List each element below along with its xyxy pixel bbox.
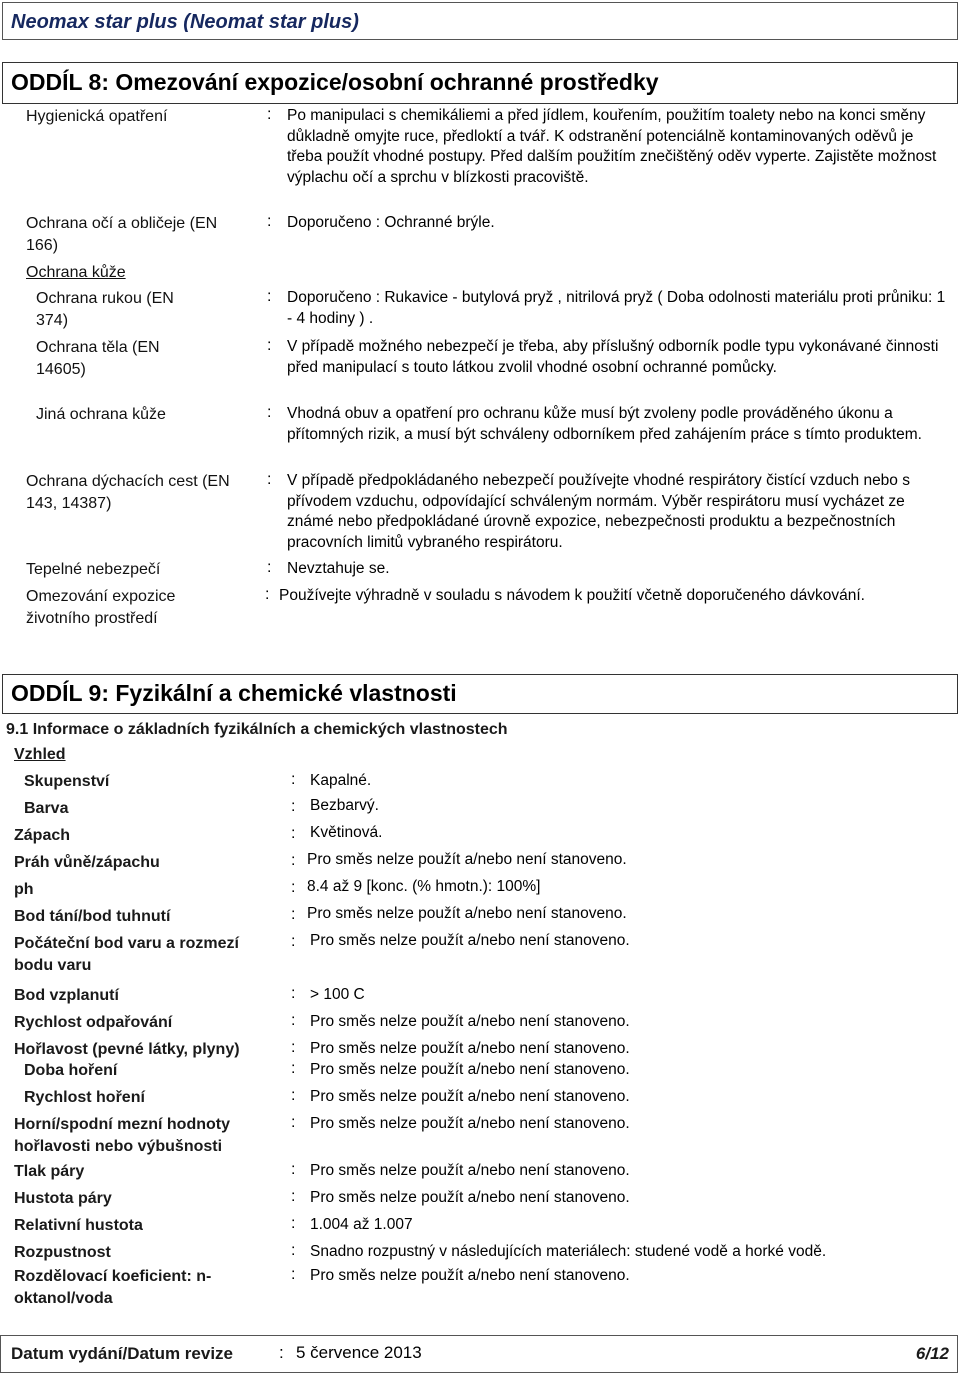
colon: : — [291, 771, 296, 788]
label-flash-point: Bod vzplanutí — [14, 987, 119, 1004]
section-9-header — [2, 674, 958, 714]
label-respiratory-protection: Ochrana dýchacích cest (EN 143, 14387) — [26, 473, 230, 512]
label-explosive-limits: Horní/spodní mezní hodnoty hořlavosti nebo výbušnosti — [14, 1116, 230, 1155]
label-hand-protection: Ochrana rukou (EN 374) — [36, 290, 174, 329]
product-name: Neomax star plus (Neomat star plus) — [11, 11, 359, 33]
value-explosive-limits: Pro směs nelze použít a/nebo není stanoveno. — [310, 1115, 630, 1132]
label-vapor-density: Hustota páry — [14, 1190, 112, 1207]
colon: : — [291, 1087, 296, 1104]
value-color: Bezbarvý. — [310, 797, 379, 814]
label-boiling-point: Počáteční bod varu a rozmezí bodu varu — [14, 935, 239, 974]
colon: : — [291, 825, 296, 842]
label-environmental-exposure: Omezování expozice životního prostředí — [26, 588, 176, 627]
label-evaporation-rate: Rychlost odpařování — [14, 1014, 173, 1031]
colon: : — [267, 106, 272, 123]
subsection-title: 9.1 Informace o základních fyzikálních a chemických vlastnostech — [6, 721, 508, 738]
value-flash-point: > 100 C — [310, 986, 365, 1003]
colon: : — [291, 906, 296, 923]
document-footer — [0, 1335, 958, 1373]
label-odor-threshold: Práh vůně/zápachu — [14, 854, 160, 871]
value-burning-rate: Pro směs nelze použít a/nebo není stanoveno. — [310, 1088, 630, 1105]
colon: : — [291, 1266, 296, 1283]
colon: : — [267, 559, 272, 576]
value-respiratory-protection: V případě předpokládaného nebezpečí používejte vhodné respirátory čistící vzduch nebo s přívodem vzduchu, odpovídající schváleným normám. Výběr respirátoru musí vycházet ze známé nebo předpokládané úrovně expozice, nebezpečnosti produktu a bezpečnostních pracovních limitů vybraného respirátoru. — [287, 472, 910, 551]
value-evaporation-rate: Pro směs nelze použít a/nebo není stanoveno. — [310, 1013, 630, 1030]
value-melting-point: Pro směs nelze použít a/nebo není stanoveno. — [307, 905, 627, 922]
section-8-title: ODDÍL 8: Omezování expozice/osobní ochranné prostředky — [11, 69, 659, 95]
colon: : — [291, 1060, 296, 1077]
colon: : — [291, 1188, 296, 1205]
value-hygiene: Po manipulaci s chemikáliemi a před jídlem, kouřením, použitím toalety nebo na konci směny důkladně omyjte ruce, předloktí a tvář. K odstranění potenciálně kontaminovaných oděvů je třeba použít vhodné postupy. Před dalším použitím znečištěný oděv vyperte. Zajistěte možnost výplachu očí a sprchu v blízkosti pracoviště. — [287, 107, 937, 186]
label-physical-state: Skupenství — [24, 773, 110, 790]
label-eye-protection: Ochrana očí a obličeje (EN 166) — [26, 215, 218, 254]
value-thermal-hazards: Nevztahuje se. — [287, 560, 390, 577]
colon: : — [291, 1215, 296, 1232]
label-relative-density: Relativní hustota — [14, 1217, 143, 1234]
colon: : — [291, 1242, 296, 1259]
value-body-protection: V případě možného nebezpečí je třeba, aby příslušný odborník podle typu vykonávané činnosti před manipulací s touto látkou zvolil vhodné osobní ochranné pomůcky. — [287, 338, 939, 376]
colon: : — [291, 1114, 296, 1131]
label-flammability: Hořlavost (pevné látky, plyny) — [14, 1041, 240, 1058]
footer-date: 5 července 2013 — [296, 1343, 422, 1362]
colon: : — [291, 879, 296, 896]
colon: : — [291, 798, 296, 815]
label-skin-protection: Ochrana kůže — [26, 264, 126, 281]
document-header — [2, 2, 958, 40]
value-vapor-density: Pro směs nelze použít a/nebo není stanoveno. — [310, 1189, 630, 1206]
colon: : — [291, 852, 296, 869]
colon: : — [291, 1161, 296, 1178]
label-burning-rate: Rychlost hoření — [24, 1089, 145, 1106]
label-solubility: Rozpustnost — [14, 1244, 111, 1261]
colon: : — [265, 586, 270, 603]
label-partition-coefficient: Rozdělovací koeficient: n-oktanol/voda — [14, 1268, 212, 1307]
label-thermal-hazards: Tepelné nebezpečí — [26, 561, 161, 578]
label-odor: Zápach — [14, 827, 71, 844]
label-burning-time: Doba hoření — [24, 1062, 118, 1079]
colon: : — [267, 404, 272, 421]
section-9-title: ODDÍL 9: Fyzikální a chemické vlastnosti — [11, 680, 457, 706]
label-other-skin-protection: Jiná ochrana kůže — [36, 406, 166, 423]
colon: : — [267, 337, 272, 354]
appearance-label: Vzhled — [14, 746, 66, 763]
value-hand-protection: Doporučeno : Rukavice - butylová pryž , nitrilová pryž ( Doba odolnosti materiálu proti průniku: 1 - 4 hodiny ) . — [287, 289, 946, 327]
colon: : — [291, 933, 296, 950]
page-number: 6/12 — [915, 1344, 949, 1363]
value-odor: Květinová. — [310, 824, 383, 841]
value-boiling-point: Pro směs nelze použít a/nebo není stanoveno. — [310, 932, 630, 949]
colon: : — [279, 1343, 284, 1362]
value-burning-time: Pro směs nelze použít a/nebo není stanoveno. — [310, 1061, 630, 1078]
value-relative-density: 1.004 až 1.007 — [310, 1216, 413, 1233]
label-body-protection: Ochrana těla (EN 14605) — [36, 339, 160, 378]
value-eye-protection: Doporučeno : Ochranné brýle. — [287, 214, 495, 231]
value-ph: 8.4 až 9 [konc. (% hmotn.): 100%] — [307, 878, 541, 895]
label-hygiene: Hygienická opatření — [26, 108, 168, 125]
footer-date-label: Datum vydání/Datum revize — [11, 1344, 234, 1363]
label-melting-point: Bod tání/bod tuhnutí — [14, 908, 171, 925]
value-environmental-exposure: Používejte výhradně v souladu s návodem k použití včetně doporučeného dávkování. — [279, 587, 865, 604]
value-flammability: Pro směs nelze použít a/nebo není stanoveno. — [310, 1040, 630, 1057]
value-vapor-pressure: Pro směs nelze použít a/nebo není stanoveno. — [310, 1162, 630, 1179]
value-partition-coefficient: Pro směs nelze použít a/nebo není stanoveno. — [310, 1267, 630, 1284]
colon: : — [267, 213, 272, 230]
label-vapor-pressure: Tlak páry — [14, 1163, 85, 1180]
colon: : — [291, 1012, 296, 1029]
value-odor-threshold: Pro směs nelze použít a/nebo není stanoveno. — [307, 851, 627, 868]
label-color: Barva — [24, 800, 69, 817]
colon: : — [267, 471, 272, 488]
section-8-header — [2, 62, 958, 104]
value-solubility: Snadno rozpustný v následujících materiálech: studené vodě a horké vodě. — [310, 1243, 827, 1260]
label-ph: ph — [14, 881, 34, 898]
colon: : — [267, 288, 272, 305]
colon: : — [291, 1039, 296, 1056]
colon: : — [291, 985, 296, 1002]
value-other-skin-protection: Vhodná obuv a opatření pro ochranu kůže musí být zvoleny podle prováděného úkonu a přítomných rizik, a musí být schváleny odborníkem před zahájením práce s tímto produktem. — [287, 405, 922, 443]
value-physical-state: Kapalné. — [310, 772, 372, 789]
